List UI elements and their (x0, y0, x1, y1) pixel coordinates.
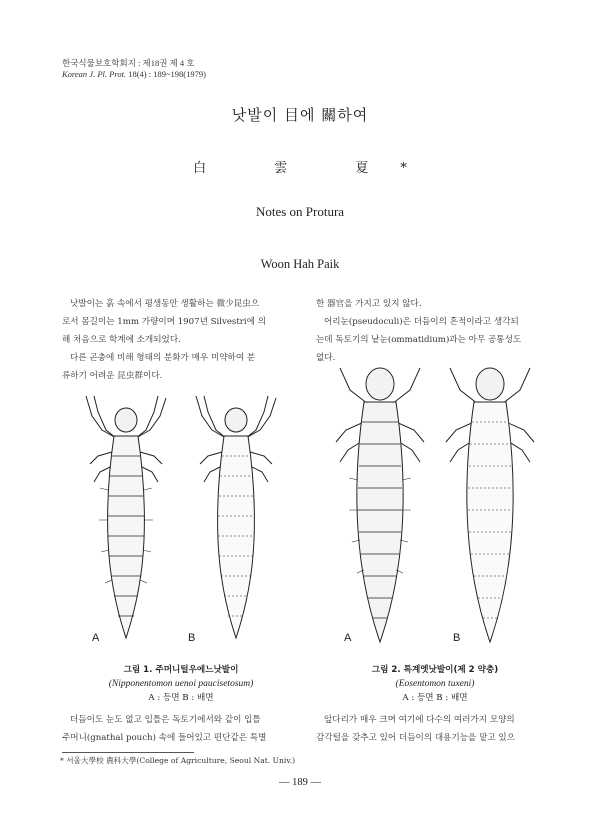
footnote-rule (62, 752, 194, 753)
title-korean: 낫발이 目에 關하여 (231, 106, 369, 124)
right-bottom-text (316, 711, 554, 747)
right-line-2: 어리눈(pseudoculi)은 더듬이의 흔적이라고 생각되 (324, 317, 519, 327)
figure-1-illustration (70, 390, 290, 655)
journal-name: Korean J. Pl. Prot. (62, 69, 127, 79)
figure-1-label-a: A (92, 632, 100, 644)
figure-1-caption-species: (Nipponentomon uenoi paucisetosum) (108, 679, 254, 689)
figure-2a-insect-dorsal (336, 368, 424, 642)
author-english: Woon Hah Paik (260, 257, 340, 271)
left-line-4: 다른 곤충에 비해 형태의 분화가 매우 미약하여 분 (70, 353, 256, 363)
figure-1b-insect-ventral (196, 396, 276, 638)
left-line-2: 로서 몸길이는 1mm 가량이며 1907년 Silvestri에 의 (62, 317, 266, 327)
journal-header-english (62, 69, 206, 80)
left-column-text (62, 295, 310, 385)
author-korean: 白 雲 夏* (193, 161, 439, 176)
left-bottom-line-1: 더듬이도 눈도 없고 입틀은 독토기에서와 같이 입틀 (70, 715, 261, 725)
right-line-1: 한 器官을 가지고 있지 않다. (316, 299, 422, 309)
figure-2-illustration (320, 360, 550, 655)
figure-2-label-a: A (344, 632, 352, 644)
figure-2-caption-species: (Eosentomon tuxeni) (395, 679, 475, 689)
right-bottom-line-1: 앞다리가 매우 크며 여기에 다수의 여러가지 모양의 (324, 715, 515, 725)
figure-2-caption-title: 그림 2. 톡계엣낫발이(제 2 약충) (371, 665, 499, 675)
title-english: Notes on Protura (255, 204, 345, 219)
footnote: * 서울大學校 農科大學(College of Agriculture, Seoul Nat. Univ.) (60, 756, 296, 765)
left-line-3: 해 처음으로 학계에 소개되었다. (62, 335, 181, 345)
figure-1-caption (62, 663, 300, 705)
figure-2-caption-views: A : 등면 B : 배면 (402, 693, 468, 703)
journal-header-korean: 한국식물보호학회지 : 제18권 제 4 호 (62, 58, 195, 68)
left-bottom-line-2: 주머니(gnathal pouch) 속에 들어있고 편단같은 특별 (62, 733, 267, 743)
figure-2b-insect-ventral (446, 368, 534, 642)
right-line-3: 는데 독토기의 낱눈(ommatidium)과는 아무 공통성도 (316, 335, 522, 345)
journal-citation: 18(4) : 189~198(1979) (126, 69, 206, 79)
right-line-4: 없다. (316, 353, 336, 363)
figure-1-caption-views: A : 등면 B : 배면 (148, 693, 214, 703)
figure-1-label-b: B (188, 632, 196, 644)
right-column-text (316, 295, 554, 367)
figure-2-caption (316, 663, 554, 705)
figure-1-caption-title: 그림 1. 주머니털우에느낫발이 (123, 665, 239, 675)
right-bottom-line-2: 감각털을 갖추고 있어 더듬이의 대용기능을 맡고 있으 (316, 733, 516, 743)
figure-1a-insect-dorsal (86, 396, 166, 638)
page-number: — 189 — (279, 777, 321, 788)
left-bottom-text (62, 711, 310, 747)
left-line-1: 낫발이는 흙 속에서 평생동안 생활하는 微少昆虫으 (70, 299, 260, 309)
left-line-5: 류하기 어려운 昆虫群이다. (62, 371, 163, 381)
figure-2-label-b: B (453, 632, 461, 644)
